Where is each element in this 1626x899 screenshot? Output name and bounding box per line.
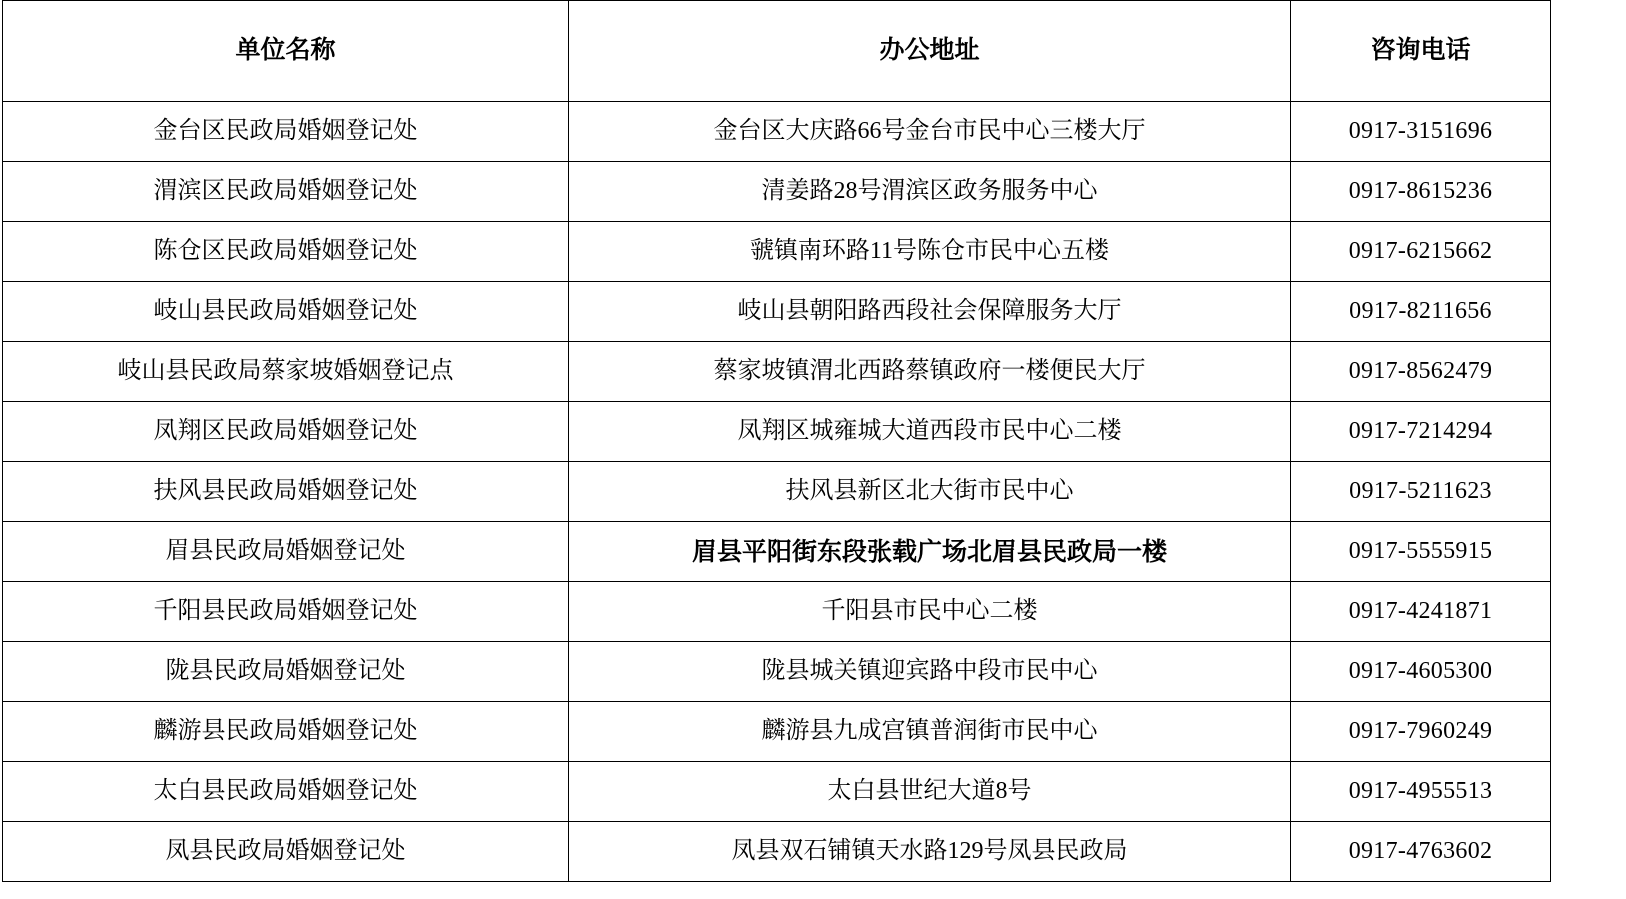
cell-address: 清姜路28号渭滨区政务服务中心: [569, 162, 1291, 222]
table-row: [3, 282, 1551, 342]
table-row: [3, 162, 1551, 222]
cell-address: 眉县平阳街东段张载广场北眉县民政局一楼: [569, 522, 1291, 582]
table-row: [3, 642, 1551, 702]
table-header: [3, 1, 1551, 102]
table-row: [3, 582, 1551, 642]
cell-unit-name: 太白县民政局婚姻登记处: [3, 762, 569, 822]
table-row: [3, 462, 1551, 522]
table-row: [3, 402, 1551, 462]
column-header-phone: 咨询电话: [1291, 1, 1551, 102]
cell-phone: 0917-7960249: [1291, 702, 1551, 762]
cell-unit-name: 岐山县民政局蔡家坡婚姻登记点: [3, 342, 569, 402]
table-row: [3, 702, 1551, 762]
table-row: [3, 342, 1551, 402]
cell-address: 虢镇南环路11号陈仓市民中心五楼: [569, 222, 1291, 282]
table-body: [3, 102, 1551, 882]
cell-address: 凤翔区城雍城大道西段市民中心二楼: [569, 402, 1291, 462]
cell-phone: 0917-4605300: [1291, 642, 1551, 702]
cell-phone: 0917-5211623: [1291, 462, 1551, 522]
cell-phone: 0917-4241871: [1291, 582, 1551, 642]
cell-unit-name: 麟游县民政局婚姻登记处: [3, 702, 569, 762]
cell-unit-name: 金台区民政局婚姻登记处: [3, 102, 569, 162]
cell-phone: 0917-4763602: [1291, 822, 1551, 882]
cell-unit-name: 千阳县民政局婚姻登记处: [3, 582, 569, 642]
cell-address: 太白县世纪大道8号: [569, 762, 1291, 822]
cell-phone: 0917-5555915: [1291, 522, 1551, 582]
cell-unit-name: 陈仓区民政局婚姻登记处: [3, 222, 569, 282]
table-row: [3, 222, 1551, 282]
cell-address: 千阳县市民中心二楼: [569, 582, 1291, 642]
cell-address: 蔡家坡镇渭北西路蔡镇政府一楼便民大厅: [569, 342, 1291, 402]
cell-address: 扶风县新区北大街市民中心: [569, 462, 1291, 522]
table-row: [3, 102, 1551, 162]
column-header-unit-name: 单位名称: [3, 1, 569, 102]
cell-phone: 0917-4955513: [1291, 762, 1551, 822]
cell-address: 岐山县朝阳路西段社会保障服务大厅: [569, 282, 1291, 342]
marriage-registry-table: [2, 0, 1551, 882]
cell-phone: 0917-3151696: [1291, 102, 1551, 162]
cell-unit-name: 眉县民政局婚姻登记处: [3, 522, 569, 582]
cell-phone: 0917-8562479: [1291, 342, 1551, 402]
column-header-office-address: 办公地址: [569, 1, 1291, 102]
table-row: [3, 822, 1551, 882]
cell-unit-name: 扶风县民政局婚姻登记处: [3, 462, 569, 522]
table-header-row: [3, 1, 1551, 102]
cell-unit-name: 凤县民政局婚姻登记处: [3, 822, 569, 882]
cell-phone: 0917-8211656: [1291, 282, 1551, 342]
cell-phone: 0917-7214294: [1291, 402, 1551, 462]
cell-phone: 0917-6215662: [1291, 222, 1551, 282]
table-row: [3, 762, 1551, 822]
cell-address: 陇县城关镇迎宾路中段市民中心: [569, 642, 1291, 702]
cell-unit-name: 凤翔区民政局婚姻登记处: [3, 402, 569, 462]
cell-address: 金台区大庆路66号金台市民中心三楼大厅: [569, 102, 1291, 162]
cell-address: 凤县双石铺镇天水路129号凤县民政局: [569, 822, 1291, 882]
table-row: [3, 522, 1551, 582]
cell-unit-name: 岐山县民政局婚姻登记处: [3, 282, 569, 342]
cell-address: 麟游县九成宫镇普润街市民中心: [569, 702, 1291, 762]
cell-unit-name: 渭滨区民政局婚姻登记处: [3, 162, 569, 222]
cell-unit-name: 陇县民政局婚姻登记处: [3, 642, 569, 702]
cell-phone: 0917-8615236: [1291, 162, 1551, 222]
